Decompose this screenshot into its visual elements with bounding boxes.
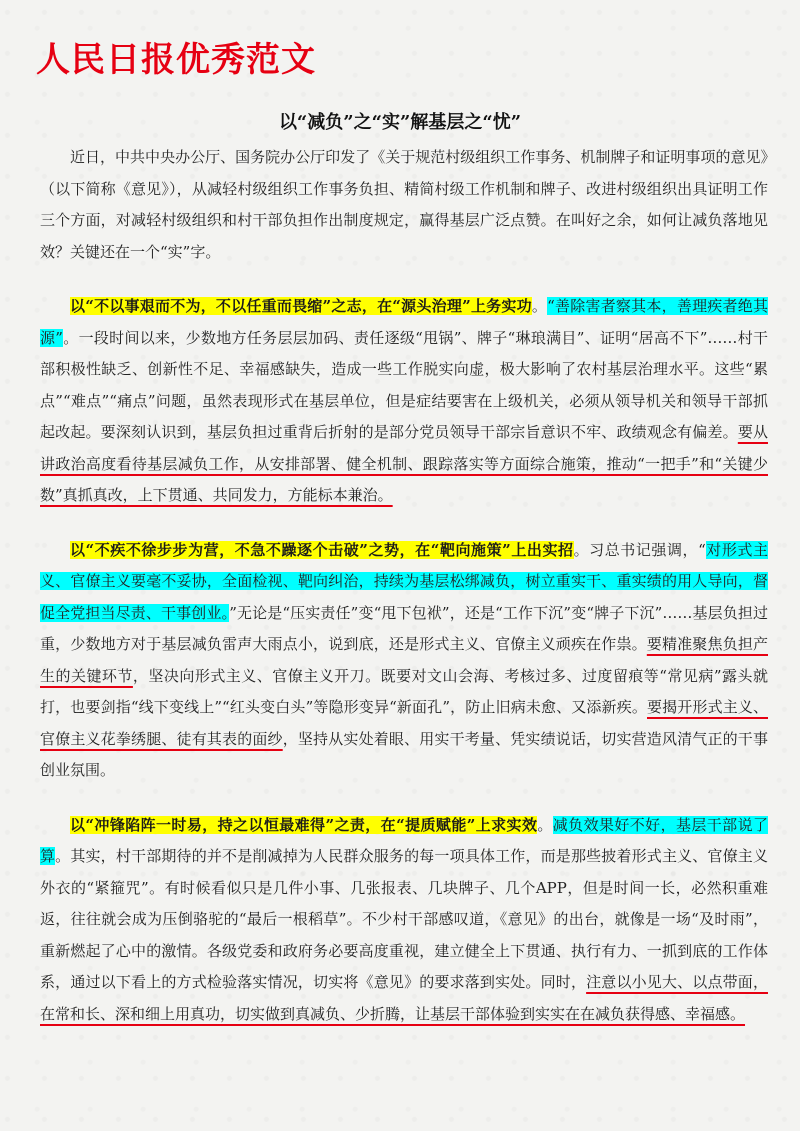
underlined-text: 注意以小见大、以点带面，在常和长、深和细上用真功，切实做到真减负、少折腾，让基层干部体验到实实在在减负获得感、幸福感。 (40, 973, 768, 1023)
highlight-quote: 对形式主义、官僚主义要毫不妥协，全面检视、靶向纠治，持续为基层松绑减负，树立重实干、重实绩的用人导向，督促全党担当尽责、干事创业。 (40, 540, 768, 622)
text-run: 。一段时间以来，少数地方任务层层加码、责任逐级“甩锅”、牌子“琳琅满目”、证明“居高不下”……村干部积极性缺乏、创新性不足、幸福感缺失，造成一些工作脱实向虚，极大影响了农村基层治理水平。这些“累点”“难点”“痛点”问题，虽然表现形式在基层单位，但是症结要害在上级机关，必须从领导机关和领导干部抓起改起。要深刻认识到，基层负担过重背后折射的是部分党员领导干部宗旨意识不牢、政绩观念有偏差。 (40, 328, 768, 441)
highlight-lead: 以“不疾不徐步步为营，不急不躁逐个击破”之势，在“靶向施策”上出实招 (70, 540, 574, 559)
underlined-text: 要精准聚焦负担产生的关键环节 (40, 635, 768, 685)
text-run: 。习总书记强调，“ (573, 540, 706, 559)
highlight-quote: “善除害者察其本，善理疾者绝其源” (40, 297, 768, 347)
text-run: 。其实，村干部期待的并不是削减掉为人民群众服务的每一项具体工作，而是那些披着形式主义、官僚主义外衣的“紧箍咒”。有时候看似只是几件小事、几张报表、几块牌子、几个APP，但是时间一长，必然积重难返，往往就会成为压倒骆驼的“最后一根稻草”。不少村干部感叹道，《意见》的出台，就像是一场“及时雨”，重新燃起了心中的激情。各级党委和政府务必要高度重视，建立健全上下贯通、执行有力、一抓到底的工作体系，通过以下看上的方式检验落实情况，切实将《意见》的要求落到实处。同时， (40, 847, 768, 991)
paragraph-1: 近日，中共中央办公厅、国务院办公厅印发了《关于规范村级组织工作事务、机制牌子和证明事项的意见》（以下简称《意见》），从减轻村级组织工作事务负担、精简村级工作机制和牌子、改进村级组织出具证明工作三个方面，对减轻村级组织和村干部负担作出制度规定，赢得基层广泛点赞。在叫好之余，如何让减负落地见效？关键还在一个“实”字。 (40, 148, 768, 261)
underlined-text: 要从讲政治高度看待基层减负工作，从安排部署、健全机制、跟踪落实等方面综合施策，推动“一把手”和“关键少数”真抓真改，上下贯通、共同发力，方能标本兼治。 (40, 423, 768, 504)
paragraph-4 (40, 810, 768, 1031)
paragraph-2 (40, 291, 768, 512)
text-run: ”无论是“压实责任”变“甩下包袱”，还是“工作下沉”变“牌子下沉”……基层负担过重，少数地方对于基层减负雷声大雨点小，说到底，还是形式主义、官僚主义顽疾在作祟。 (40, 603, 768, 653)
text-run: 。 (537, 815, 553, 834)
underlined-text: 要揭开形式主义、官僚主义花拳绣腿、徒有其表的面纱 (40, 698, 768, 748)
text-run: ，坚决向形式主义、官僚主义开刀。既要对文山会海、考核过多、过度留痕等“常见病”露头就打，也要剑指“线下变线上”“红头变白头”等隐形变异“新面孔”，防止旧病未愈、又添新疾。 (40, 666, 768, 716)
article-title: 以“减负”之“实”解基层之“忧” (278, 112, 522, 133)
article-body (40, 142, 768, 1030)
text-run: 。 (531, 297, 548, 315)
highlight-lead: 以“冲锋陷阵一时易，持之以恒最难得”之责，在“提质赋能”上求实效 (70, 815, 538, 834)
page-title: 人民日报优秀范文 (36, 40, 316, 80)
highlight-lead: 以“不以事艰而不为，不以任重而畏缩”之志，在“源头治理”上务实功 (70, 297, 532, 315)
text-run: ，坚持从实处着眼、用实干考量、凭实绩说话，切实营造风清气正的干事创业氛围。 (40, 729, 768, 779)
paragraph-3 (40, 535, 768, 787)
highlight-quote: 减负效果好不好，基层干部说了算 (40, 815, 768, 865)
